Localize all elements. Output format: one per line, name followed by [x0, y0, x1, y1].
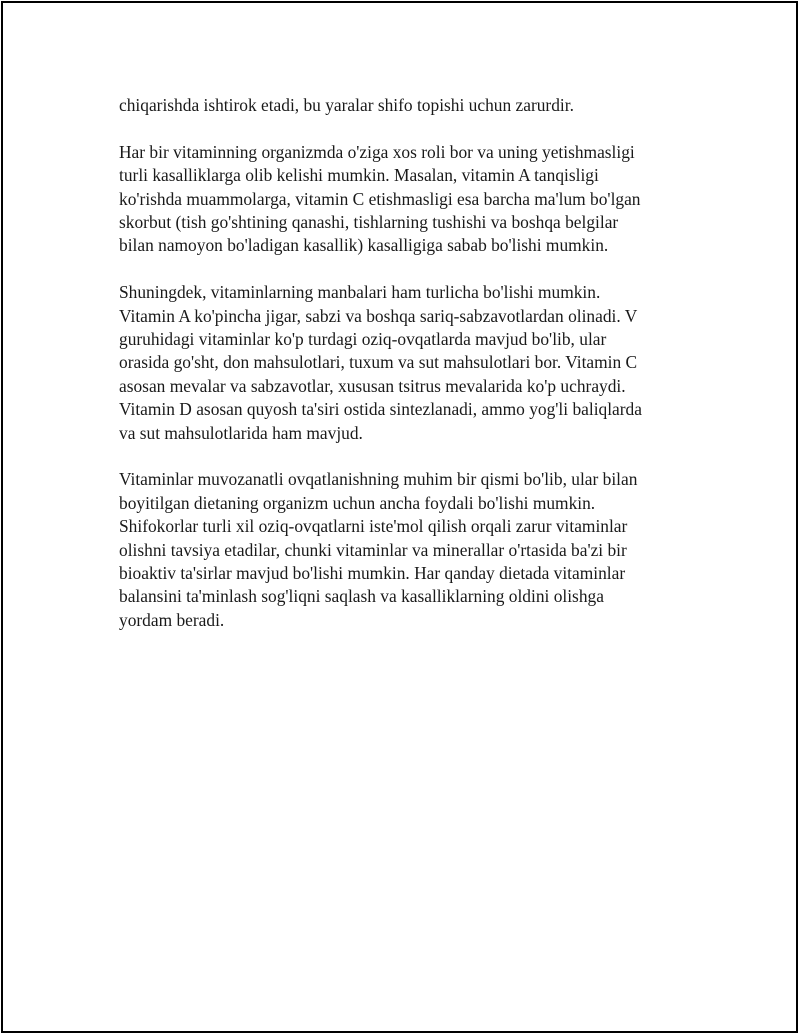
document-body [119, 94, 691, 656]
document-page [1, 1, 798, 1033]
paragraph-3: Shuningdek, vitaminlarning manbalari ham turlicha bo'lishi mumkin. Vitamin A ko'pincha jigar, sabzi va boshqa sariq-sabzavotlardan olinadi. V guruhidagi vitaminlar ko'p turdagi oziq-ovqatlarda mavjud bo'lib, ular orasida go'sht, don mahsulotlari, tuxum va sut mahsulotlari bor. Vitamin C asosan mevalar va sabzavotlar, xususan tsitrus mevalarida ko'p uchraydi. Vitamin D asosan quyosh ta'siri ostida sintezlanadi, ammo yog'li baliqlarda va sut mahsulotlarida ham mavjud. [119, 282, 642, 443]
paragraph-2: Har bir vitaminning organizmda o'ziga xos roli bor va uning yetishmasligi turli kasalliklarga olib kelishi mumkin. Masalan, vitamin A tanqisligi ko'rishda muammolarga, vitamin C etishmasligi esa barcha ma'lum bo'lgan skorbut (tish go'shtining qanashi, tishlarning tushishi va boshqa belgilar bilan namoyon bo'ladigan kasallik) kasalligiga sabab bo'lishi mumkin. [119, 141, 641, 256]
paragraph-1: chiqarishda ishtirok etadi, bu yaralar shifo topishi uchun zarurdir. [119, 95, 574, 115]
paragraph-4: Vitaminlar muvozanatli ovqatlanishning muhim bir qismi bo'lib, ular bilan boyitilgan dietaning organizm uchun ancha foydali bo'lishi mumkin. Shifokorlar turli xil oziq-ovqatlarni iste'mol qilish orqali zarur vitaminlar olishni tavsiya etadilar, chunki vitaminlar va minerallar o'rtasida ba'zi bir bioaktiv ta'sirlar mavjud bo'lishi mumkin. Har qanday dietada vitaminlar balansini ta'minlash sog'liqni saqlash va kasalliklarning oldini olishga yordam beradi. [119, 469, 638, 630]
